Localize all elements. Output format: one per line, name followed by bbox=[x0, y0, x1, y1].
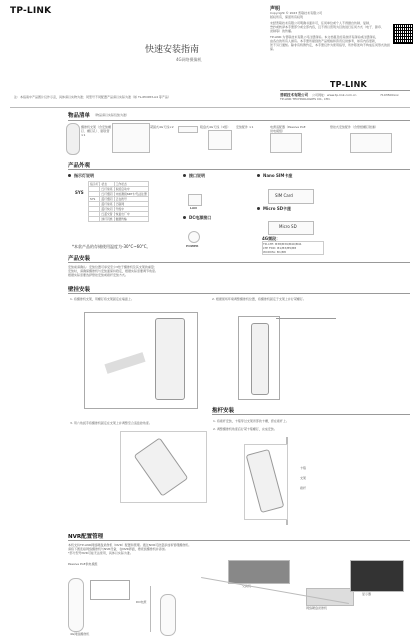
pole-label-bracket: 支架 bbox=[300, 476, 307, 480]
wall-step-2: 2. 根据现场环境调整摄像机位置，将摄像机固定于支架上并拧紧螺钉。 bbox=[212, 297, 306, 301]
camera-body bbox=[155, 318, 185, 400]
install-title: 产品安装 bbox=[68, 256, 91, 262]
camera-body bbox=[134, 437, 189, 496]
table-header: 指示灯 bbox=[90, 182, 99, 186]
band-row: TD-LTE: B38/B39/B40/B41 bbox=[263, 242, 302, 246]
dc-bullet bbox=[183, 216, 186, 219]
pole-rule bbox=[212, 414, 410, 415]
table-row: 蓝灯常亮 已联网 bbox=[89, 202, 149, 207]
dc-jack bbox=[188, 231, 200, 243]
band-row: LTE FDD: B1/B3/B5/B8 bbox=[263, 246, 297, 250]
pole-label-clamp: 卡箍 bbox=[300, 466, 307, 470]
microsd-bullet bbox=[257, 207, 260, 210]
package-rule bbox=[68, 120, 410, 121]
nvr-label-camera: 4G网络摄像机 bbox=[70, 632, 90, 636]
pole-line bbox=[276, 318, 336, 321]
nvr-camera-2 bbox=[160, 594, 176, 636]
bracket-thumb bbox=[112, 123, 150, 153]
notice-title: 声明 bbox=[270, 6, 281, 12]
table-row: 红灯常亮 系统启动中 bbox=[89, 187, 149, 192]
nvr-rule bbox=[68, 540, 410, 541]
interface-title: 接口说明 bbox=[189, 173, 205, 178]
nvr-label-monitor: 显示器 bbox=[362, 592, 372, 596]
package-item-5: 电源适配器（Passive PoE供电模组） bbox=[270, 125, 306, 133]
cable bbox=[150, 586, 151, 632]
nvr-label-recorder: 网络硬盘录像机 bbox=[306, 606, 328, 610]
cover-subtitle: 4G网络摄像机 bbox=[176, 57, 202, 62]
nano-sim-bullet bbox=[257, 174, 260, 177]
poe-thumb bbox=[270, 133, 302, 153]
lan-port bbox=[188, 194, 202, 206]
company-name-en: TP-LINK TECHNOLOGIES CO., LTD. bbox=[280, 97, 331, 101]
doc-id: 7103500xxx bbox=[380, 93, 399, 97]
cover-brand-logo: TP-LINK bbox=[330, 80, 367, 89]
wall-step-3-illustration bbox=[120, 431, 207, 503]
nvr-label-dc: DC电源 bbox=[136, 600, 147, 604]
install-rule bbox=[68, 262, 410, 263]
microsd-label: Micro SD bbox=[279, 224, 297, 229]
band-table bbox=[262, 241, 324, 255]
temp-note: *本款产品的存储使用温度为-30°C~60°C。 bbox=[72, 244, 151, 249]
package-item-4: 安装配件 ×1 bbox=[236, 125, 254, 129]
package-item-2: 紧固式4G天线×2 bbox=[150, 125, 174, 129]
wall-step-2-illustration bbox=[238, 316, 280, 400]
notice-body: Copyright © 2023 普联技术有限公司 版权所有，保留所有权利 未经普联技术有限公司明确书面许可，任何单位或个人不得擅自仿制、复制、 誊抄或转译本手册部分或全部内容，且不得以营利为目的进行任何方式（电子、影印、 录制等）的传播。 TP-LINK 为普联技术有限公司注册商标。本文档提及的其他所有商标或注册商标， 由各自的所有人拥有。本手册所提到的产品规格和资讯仅供参考，如有内容更新， 恕不另行通知。除非有特殊约定，本手册仅作为使用指导，所作陈述均不构成任何形式的担保。 bbox=[270, 11, 391, 51]
power-label: POWER bbox=[186, 244, 199, 248]
camera-body bbox=[246, 449, 285, 513]
brand-logo: TP-LINK bbox=[10, 6, 52, 16]
table-row: 蓝灯快闪 升级中 bbox=[89, 207, 149, 212]
wall-install-title: 壁挂安装 bbox=[68, 287, 91, 293]
pole-step-1: 1. 将抱杆安装，卡箍穿过支架背部的卡槽，套在抱杆上。 bbox=[213, 419, 289, 423]
company-name: 普联技术有限公司 bbox=[280, 93, 308, 97]
sys-label: SYS bbox=[75, 190, 84, 195]
appearance-rule bbox=[68, 169, 410, 170]
indicator-bullet bbox=[68, 174, 71, 177]
bracket-shape bbox=[104, 352, 145, 374]
table-header: 状态 bbox=[100, 182, 114, 187]
camera-thumb bbox=[66, 123, 80, 155]
nvr-switch bbox=[228, 560, 290, 584]
table-row: 红灯慢闪 未检测到SIM卡/无法注册 bbox=[89, 192, 149, 197]
nvr-title: NVR配置管理 bbox=[68, 534, 104, 540]
cover-title: 快速安装指南 bbox=[145, 45, 200, 55]
sim-label: SIM Card bbox=[275, 193, 293, 198]
interface-bullet bbox=[183, 174, 186, 177]
package-note: （物品请以实际包装为准） bbox=[93, 113, 130, 117]
wall-step-1-illustration bbox=[84, 312, 198, 409]
table-row: SYS 蓝灯慢闪 正在拨号 bbox=[89, 197, 149, 202]
table-header: 工作状态 bbox=[114, 182, 148, 187]
pole-step-2: 2. 调整摄像机角度后拧紧卡箍螺钉，完成安装。 bbox=[213, 427, 277, 431]
wall-step-1: 1. 将摄像机支架，用螺钉将支架固定在墙面上。 bbox=[70, 297, 134, 301]
pole-illustration bbox=[244, 444, 288, 520]
nvr-camera bbox=[68, 578, 84, 632]
indicator-table bbox=[88, 181, 149, 222]
qr-code bbox=[393, 24, 413, 44]
wall-step-3: 3. 用六角扳手将摄像机固定在支架上并调整至合适监控角度。 bbox=[70, 421, 152, 425]
divider bbox=[10, 107, 410, 108]
table-row: 红蓝交替 恢复出厂中 bbox=[89, 212, 149, 217]
band-row: WCDMA: B1/B8 bbox=[263, 250, 286, 254]
pole-install-title: 抱杆安装 bbox=[212, 408, 235, 414]
table-row: 绿灯闪烁 数据传输 bbox=[89, 217, 149, 222]
appearance-title: 产品外观 bbox=[68, 163, 91, 169]
package-title: 物品清单 bbox=[68, 113, 91, 119]
wall-kit-thumb bbox=[350, 133, 392, 153]
nvr-notes: 本机支持TP-LINK网络硬盘录像机（NVR）配置和管理。通过NVR可批量添加和管理摄像机。 请将下图连接网络摄像机与NVR设备，在NVR界面，搜索到摄像机并添加。 *部分型号NVR可能无法使用，具体以实际为准。 bbox=[68, 543, 192, 555]
nvr-poe-module bbox=[90, 580, 130, 600]
antenna-thumb bbox=[178, 126, 198, 133]
nvr-monitor bbox=[350, 560, 404, 592]
nvr-label-poe: Passive PoE供电模组 bbox=[68, 562, 98, 566]
install-notes: 安装前请确认：安装位置可承受至少3倍于摄像机及其支架的重量； 安装时，请确保摄像机与安装面保持稳定，根据实际需要调节角度。 根据实际需要选择壁挂安装或抱杆安装方式。 bbox=[68, 265, 159, 277]
company-website: 公司网址：www.tp-link.com.cn bbox=[312, 93, 357, 97]
wall-rule bbox=[68, 293, 410, 294]
pole-label-pole: 抱杆 bbox=[300, 486, 307, 490]
indicator-title: 指示灯说明 bbox=[74, 173, 94, 178]
package-item-6: 壁挂式安装配件（含壁纸螺钉胶塞） bbox=[330, 125, 379, 129]
nvr-label-switch: 交换机 bbox=[242, 584, 252, 588]
dc-title: DC电源接口 bbox=[189, 215, 212, 220]
camera-body bbox=[251, 323, 269, 395]
lan-label: LAN bbox=[190, 206, 197, 210]
cover-rule bbox=[280, 90, 410, 91]
microsd-title: Micro SD卡座 bbox=[263, 206, 292, 211]
package-item-1: 摄像机支架（含安装螺钉、螺钉孔）、膨胀管×1 bbox=[81, 125, 112, 137]
lte-title: 4G频段： bbox=[262, 236, 281, 241]
package-item-3: 吸盘式4G天线（1组） bbox=[200, 125, 231, 129]
accessory-thumb bbox=[208, 130, 232, 150]
cover-note: 注：本指南中产品图片仅作示意，具体请以实物为准；同型号不同配置产品请以实际为准（如 TL-IPC683-A4 等产品） bbox=[14, 95, 171, 99]
nano-sim-title: Nano SIM卡座 bbox=[263, 173, 293, 178]
